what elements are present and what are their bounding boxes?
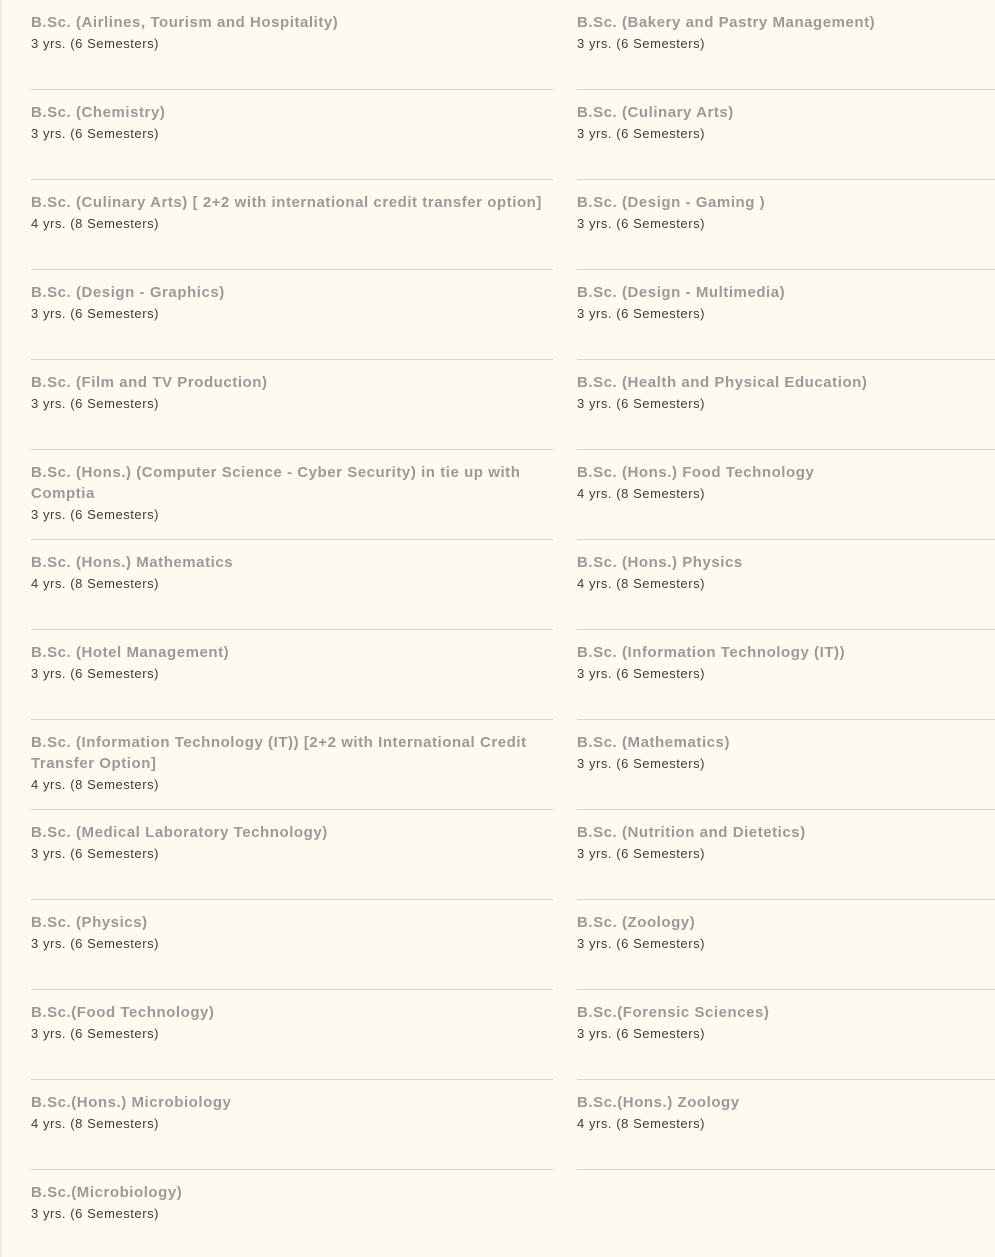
course-duration: 3 yrs. (6 Semesters) — [31, 306, 160, 321]
course-duration: 3 yrs. (6 Semesters) — [31, 1206, 160, 1221]
course-duration: 3 yrs. (6 Semesters) — [577, 306, 706, 321]
course-item[interactable] — [31, 1170, 553, 1257]
course-title[interactable]: B.Sc. (Health and Physical Education) — [577, 374, 868, 391]
course-duration: 3 yrs. (6 Semesters) — [577, 936, 706, 951]
course-duration: 3 yrs. (6 Semesters) — [31, 1026, 160, 1041]
course-duration: 4 yrs. (8 Semesters) — [577, 1116, 706, 1131]
course-item[interactable] — [577, 0, 995, 90]
course-title[interactable]: B.Sc. (Information Technology (IT)) — [577, 644, 846, 661]
course-item[interactable] — [31, 180, 553, 270]
course-title[interactable]: B.Sc.(Food Technology) — [31, 1004, 215, 1021]
course-title[interactable]: B.Sc. (Hotel Management) — [31, 644, 230, 661]
course-title[interactable]: B.Sc.(Hons.) Zoology — [577, 1094, 740, 1111]
course-item[interactable] — [577, 630, 995, 720]
course-duration: 4 yrs. (8 Semesters) — [31, 1116, 160, 1131]
course-title[interactable]: B.Sc. (Culinary Arts) — [577, 104, 734, 121]
course-duration: 3 yrs. (6 Semesters) — [31, 36, 160, 51]
course-item[interactable] — [31, 630, 553, 720]
course-duration: 4 yrs. (8 Semesters) — [577, 576, 706, 591]
course-title[interactable]: B.Sc. (Design - Gaming ) — [577, 194, 766, 211]
course-duration: 4 yrs. (8 Semesters) — [31, 216, 160, 231]
course-title[interactable]: B.Sc. (Medical Laboratory Technology) — [31, 824, 328, 841]
course-title[interactable]: B.Sc. (Airlines, Tourism and Hospitality) — [31, 14, 339, 31]
course-item[interactable] — [31, 0, 553, 90]
course-duration: 3 yrs. (6 Semesters) — [31, 666, 160, 681]
course-item[interactable] — [577, 990, 995, 1080]
course-duration: 3 yrs. (6 Semesters) — [31, 936, 160, 951]
course-item[interactable] — [577, 1080, 995, 1170]
course-title[interactable]: B.Sc. (Bakery and Pastry Management) — [577, 14, 876, 31]
course-title[interactable]: B.Sc. (Physics) — [31, 914, 148, 931]
course-item[interactable] — [31, 810, 553, 900]
course-duration: 3 yrs. (6 Semesters) — [577, 126, 706, 141]
course-title[interactable]: B.Sc. (Zoology) — [577, 914, 696, 931]
course-item[interactable] — [577, 180, 995, 270]
course-title[interactable]: B.Sc.(Microbiology) — [31, 1184, 183, 1201]
course-item[interactable] — [577, 270, 995, 360]
course-duration: 3 yrs. (6 Semesters) — [577, 666, 706, 681]
course-title[interactable]: B.Sc. (Design - Multimedia) — [577, 284, 786, 301]
course-duration: 4 yrs. (8 Semesters) — [31, 576, 160, 591]
course-title[interactable]: B.Sc. (Chemistry) — [31, 104, 166, 121]
course-duration: 3 yrs. (6 Semesters) — [577, 756, 706, 771]
course-duration: 3 yrs. (6 Semesters) — [577, 846, 706, 861]
course-duration: 3 yrs. (6 Semesters) — [31, 846, 160, 861]
course-duration: 3 yrs. (6 Semesters) — [31, 507, 160, 522]
course-item[interactable] — [31, 990, 553, 1080]
left-border — [0, 0, 2, 1257]
course-title[interactable]: B.Sc. (Mathematics) — [577, 734, 730, 751]
course-title[interactable]: B.Sc. (Nutrition and Dietetics) — [577, 824, 806, 841]
course-item[interactable] — [31, 360, 553, 450]
course-item[interactable] — [31, 900, 553, 990]
course-list — [31, 0, 995, 1257]
course-item[interactable] — [577, 900, 995, 990]
course-title[interactable]: B.Sc. (Information Technology (IT)) [2+2 with International Credit Transfer Option] — [31, 734, 527, 772]
course-item[interactable] — [577, 450, 995, 540]
course-duration: 3 yrs. (6 Semesters) — [577, 216, 706, 231]
course-title[interactable]: B.Sc. (Hons.) Physics — [577, 554, 743, 571]
course-title[interactable]: B.Sc. (Design - Graphics) — [31, 284, 225, 301]
course-item[interactable] — [577, 540, 995, 630]
course-duration: 3 yrs. (6 Semesters) — [577, 396, 706, 411]
course-item[interactable] — [31, 270, 553, 360]
course-item[interactable] — [577, 360, 995, 450]
course-duration: 3 yrs. (6 Semesters) — [31, 396, 160, 411]
course-duration: 4 yrs. (8 Semesters) — [577, 486, 706, 501]
course-title[interactable]: B.Sc. (Hons.) Mathematics — [31, 554, 234, 571]
course-title[interactable]: B.Sc.(Hons.) Microbiology — [31, 1094, 232, 1111]
course-item[interactable] — [577, 720, 995, 810]
course-duration: 3 yrs. (6 Semesters) — [577, 36, 706, 51]
course-duration: 3 yrs. (6 Semesters) — [31, 126, 160, 141]
course-item[interactable] — [31, 540, 553, 630]
course-title[interactable]: B.Sc.(Forensic Sciences) — [577, 1004, 770, 1021]
course-item[interactable] — [31, 90, 553, 180]
course-item[interactable] — [31, 720, 553, 810]
course-duration: 3 yrs. (6 Semesters) — [577, 1026, 706, 1041]
course-item[interactable] — [577, 90, 995, 180]
course-item[interactable] — [31, 450, 553, 540]
course-title[interactable]: B.Sc. (Film and TV Production) — [31, 374, 268, 391]
course-title[interactable]: B.Sc. (Hons.) (Computer Science - Cyber Security) in tie up with Comptia — [31, 464, 521, 502]
course-item[interactable] — [31, 1080, 553, 1170]
course-item[interactable] — [577, 810, 995, 900]
course-title[interactable]: B.Sc. (Hons.) Food Technology — [577, 464, 815, 481]
course-duration: 4 yrs. (8 Semesters) — [31, 777, 160, 792]
course-title[interactable]: B.Sc. (Culinary Arts) [ 2+2 with international credit transfer option] — [31, 194, 542, 211]
